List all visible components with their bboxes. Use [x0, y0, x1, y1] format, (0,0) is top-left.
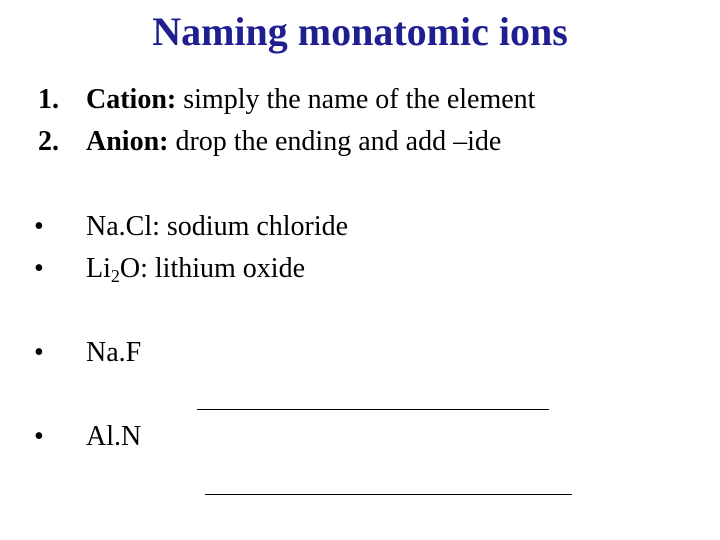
rule-anion — [38, 124, 501, 160]
bullet: • — [34, 253, 44, 284]
rule-number: 1. — [38, 84, 59, 115]
example-formula-prefix: Li — [86, 253, 111, 284]
example-lithium-oxide — [86, 251, 305, 287]
exercise-formula: Al.N — [86, 421, 142, 452]
answer-blank — [205, 494, 572, 495]
rule-text: simply the name of the element — [176, 84, 536, 115]
slide-title: Naming monatomic ions — [152, 9, 568, 54]
example-text: : sodium chloride — [152, 211, 349, 242]
bullet: • — [34, 421, 44, 452]
bullet: • — [34, 337, 44, 368]
rule-term: Anion: — [86, 126, 169, 157]
example-formula: Na.Cl — [86, 211, 153, 242]
rule-number: 2. — [38, 126, 59, 157]
exercise-formula: Na.F — [86, 337, 142, 368]
example-text: : lithium oxide — [140, 253, 306, 284]
example-sodium-chloride — [86, 209, 348, 245]
example-formula-subscript: 2 — [110, 266, 120, 286]
example-formula-suffix: O — [119, 253, 141, 284]
rule-cation — [38, 82, 535, 118]
rule-term: Cation: — [86, 84, 177, 115]
answer-blank — [197, 409, 549, 410]
bullet: • — [34, 211, 44, 242]
rule-text: drop the ending and add –ide — [168, 126, 502, 157]
